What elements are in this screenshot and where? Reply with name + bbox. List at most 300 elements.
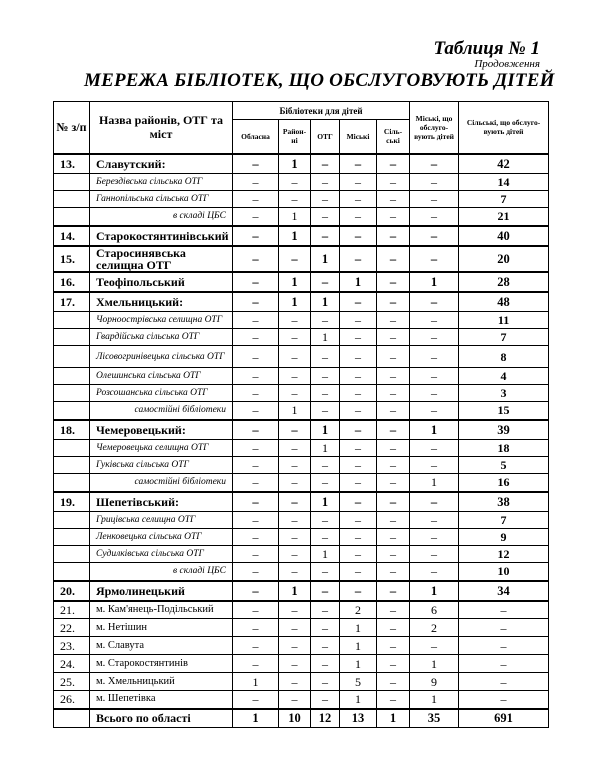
row-value: 2 [410, 619, 459, 637]
row-value: 9 [459, 529, 549, 546]
row-value: – [410, 226, 459, 246]
row-value: – [233, 154, 279, 174]
row-value: – [233, 208, 279, 226]
row-value: – [459, 655, 549, 673]
row-value: – [279, 546, 311, 563]
row-value: – [311, 601, 340, 619]
col-header-oblasni: Обласна [233, 120, 279, 154]
row-number [54, 546, 90, 563]
row-value: 12 [459, 546, 549, 563]
table-row [54, 474, 549, 492]
row-name: Розсошанська сільська ОТГ [90, 385, 233, 402]
table-row [54, 329, 549, 346]
row-value: 11 [459, 312, 549, 329]
col-header-silski: Сіль-ські [377, 120, 410, 154]
row-value: – [340, 191, 377, 208]
row-value: – [311, 272, 340, 292]
row-value: 48 [459, 292, 549, 312]
row-number: 25. [54, 673, 90, 691]
row-value: – [459, 637, 549, 655]
row-number: 23. [54, 637, 90, 655]
row-name: Судилківська сільська ОТГ [90, 546, 233, 563]
table-row [54, 457, 549, 474]
row-value: – [377, 226, 410, 246]
row-value: – [377, 691, 410, 709]
row-number: 22. [54, 619, 90, 637]
row-value: – [377, 246, 410, 272]
row-value: 1 [279, 226, 311, 246]
row-value: – [410, 546, 459, 563]
col-header-miski-serving: Міські, що обслуго-вують дітей [410, 102, 459, 154]
row-value: – [233, 272, 279, 292]
row-value: – [279, 346, 311, 368]
row-value: – [340, 581, 377, 601]
row-value: – [410, 292, 459, 312]
row-value: – [377, 673, 410, 691]
row-value: – [311, 402, 340, 420]
table-row [54, 563, 549, 581]
row-value: 14 [459, 174, 549, 191]
row-name: Чемеровецька селищна ОТГ [90, 440, 233, 457]
row-number [54, 312, 90, 329]
row-value: – [233, 246, 279, 272]
row-number [54, 457, 90, 474]
row-value: – [410, 154, 459, 174]
row-value: 8 [459, 346, 549, 368]
row-name: Старокостянтинівський [90, 226, 233, 246]
row-value: – [279, 174, 311, 191]
row-value: – [233, 346, 279, 368]
row-value: – [233, 174, 279, 191]
row-value: 18 [459, 440, 549, 457]
row-value: 40 [459, 226, 549, 246]
row-value: – [377, 312, 410, 329]
row-value: – [233, 691, 279, 709]
row-value: – [279, 637, 311, 655]
continuation-label: Продовження [474, 58, 540, 70]
row-value: – [410, 346, 459, 368]
row-value: – [340, 474, 377, 492]
row-name: Чемеровецький: [90, 420, 233, 440]
row-value: – [410, 457, 459, 474]
row-number: 21. [54, 601, 90, 619]
row-name: м. Хмельницький [90, 673, 233, 691]
row-value: – [279, 385, 311, 402]
row-value: – [311, 368, 340, 385]
row-value: – [377, 174, 410, 191]
col-header-silski-serving: Сільські, що обслуго-вують дітей [459, 102, 549, 154]
row-value: – [377, 619, 410, 637]
row-value: – [377, 154, 410, 174]
row-value: 28 [459, 272, 549, 292]
table-row [54, 637, 549, 655]
row-value: 1 [279, 154, 311, 174]
row-number [54, 563, 90, 581]
row-name: Гуківська сільська ОТГ [90, 457, 233, 474]
row-value: 4 [459, 368, 549, 385]
row-value: – [311, 637, 340, 655]
row-value: 3 [459, 385, 549, 402]
row-name: Лісовогринівецька сільська ОТГ [90, 346, 233, 368]
row-value: – [340, 402, 377, 420]
row-value: 1 [233, 673, 279, 691]
row-value: – [233, 474, 279, 492]
row-value: 21 [459, 208, 549, 226]
row-value: 35 [410, 709, 459, 728]
table-row [54, 154, 549, 174]
row-value: – [233, 492, 279, 512]
row-value: 1 [340, 272, 377, 292]
row-number [54, 709, 90, 728]
table-row [54, 385, 549, 402]
row-value: – [410, 329, 459, 346]
row-number [54, 440, 90, 457]
row-name: Хмельницький: [90, 292, 233, 312]
row-name: Ярмолинецький [90, 581, 233, 601]
row-value: – [340, 563, 377, 581]
row-value: 42 [459, 154, 549, 174]
row-value: – [340, 346, 377, 368]
row-value: – [279, 492, 311, 512]
table-row [54, 246, 549, 272]
row-value: – [233, 655, 279, 673]
row-number [54, 368, 90, 385]
row-value: 10 [459, 563, 549, 581]
row-value: – [279, 329, 311, 346]
row-value: – [377, 655, 410, 673]
row-value: – [311, 673, 340, 691]
row-number [54, 385, 90, 402]
row-value: – [377, 440, 410, 457]
row-value: – [311, 691, 340, 709]
row-value: – [377, 292, 410, 312]
row-name: в складі ЦБС [90, 563, 233, 581]
row-value: – [340, 208, 377, 226]
row-value: – [377, 637, 410, 655]
row-value: – [233, 368, 279, 385]
row-value: – [377, 492, 410, 512]
row-name: Шепетівський: [90, 492, 233, 512]
table-row [54, 601, 549, 619]
table-body [54, 154, 549, 728]
row-value: – [340, 154, 377, 174]
table-row [54, 191, 549, 208]
row-value: – [340, 420, 377, 440]
row-value: – [377, 191, 410, 208]
row-value: – [279, 691, 311, 709]
row-value: – [340, 529, 377, 546]
row-value: – [410, 368, 459, 385]
row-value: – [279, 312, 311, 329]
row-value: – [311, 226, 340, 246]
row-value: – [377, 402, 410, 420]
row-number: 17. [54, 292, 90, 312]
row-value: 6 [410, 601, 459, 619]
row-value: – [340, 440, 377, 457]
row-name: Старосинявська селищна ОТГ [90, 246, 233, 272]
row-value: 1 [410, 655, 459, 673]
row-value: – [410, 208, 459, 226]
row-value: – [377, 208, 410, 226]
row-value: – [233, 440, 279, 457]
row-value: 1 [279, 272, 311, 292]
row-value: 34 [459, 581, 549, 601]
row-value: 16 [459, 474, 549, 492]
row-value: – [459, 601, 549, 619]
table-row [54, 208, 549, 226]
row-number: 15. [54, 246, 90, 272]
row-value: – [377, 563, 410, 581]
row-value: 7 [459, 191, 549, 208]
row-value: – [377, 457, 410, 474]
row-value: – [311, 174, 340, 191]
table-row [54, 581, 549, 601]
row-value: – [233, 512, 279, 529]
row-value: – [377, 420, 410, 440]
row-value: – [279, 619, 311, 637]
row-value: 39 [459, 420, 549, 440]
row-number [54, 174, 90, 191]
row-value: – [377, 529, 410, 546]
row-name: Теофіпольський [90, 272, 233, 292]
row-name: м. Кам'янець-Подільський [90, 601, 233, 619]
table-number: Таблиця № 1 [433, 38, 540, 59]
row-value: 1 [410, 691, 459, 709]
row-number [54, 474, 90, 492]
row-value: – [340, 385, 377, 402]
row-value: – [233, 329, 279, 346]
row-name: Чорноострівська селищна ОТГ [90, 312, 233, 329]
row-value: – [233, 226, 279, 246]
row-value: – [410, 191, 459, 208]
row-name: Грицівська селищна ОТГ [90, 512, 233, 529]
row-value: – [377, 368, 410, 385]
row-number: 26. [54, 691, 90, 709]
row-value: 15 [459, 402, 549, 420]
row-number [54, 208, 90, 226]
row-number: 18. [54, 420, 90, 440]
table-row [54, 709, 549, 728]
row-name: Олешинська сільська ОТГ [90, 368, 233, 385]
table-row [54, 368, 549, 385]
row-value: – [279, 191, 311, 208]
row-value: – [340, 546, 377, 563]
row-value: – [340, 329, 377, 346]
row-value: 691 [459, 709, 549, 728]
row-value: 1 [233, 709, 279, 728]
row-value: – [340, 457, 377, 474]
row-value: – [410, 492, 459, 512]
row-value: – [279, 474, 311, 492]
row-value: – [410, 637, 459, 655]
row-value: – [279, 601, 311, 619]
row-value: 7 [459, 329, 549, 346]
row-value: – [340, 492, 377, 512]
row-value: – [410, 402, 459, 420]
table-row [54, 226, 549, 246]
row-value: – [410, 440, 459, 457]
row-value: – [279, 655, 311, 673]
row-value: – [233, 563, 279, 581]
row-name: самостійні бібліотеки [90, 474, 233, 492]
row-value: – [340, 174, 377, 191]
row-value: 13 [340, 709, 377, 728]
row-value: – [311, 655, 340, 673]
row-name: м. Нетішин [90, 619, 233, 637]
row-value: – [233, 619, 279, 637]
row-value: – [459, 673, 549, 691]
col-header-otg: ОТГ [311, 120, 340, 154]
row-value: – [377, 329, 410, 346]
row-number: 19. [54, 492, 90, 512]
row-number: 14. [54, 226, 90, 246]
row-name: м. Старокостянтинів [90, 655, 233, 673]
table-row [54, 655, 549, 673]
row-value: – [410, 385, 459, 402]
row-value: 1 [340, 637, 377, 655]
row-value: – [279, 440, 311, 457]
table-row [54, 546, 549, 563]
row-value: 1 [410, 420, 459, 440]
row-number [54, 529, 90, 546]
row-value: – [279, 420, 311, 440]
row-value: – [233, 402, 279, 420]
table-row [54, 292, 549, 312]
row-value: – [340, 312, 377, 329]
row-value: – [377, 546, 410, 563]
row-value: – [311, 563, 340, 581]
table-row [54, 673, 549, 691]
row-value: 1 [410, 474, 459, 492]
table-row [54, 619, 549, 637]
row-value: – [410, 312, 459, 329]
row-value: – [311, 208, 340, 226]
row-name: Гвардійська сільська ОТГ [90, 329, 233, 346]
row-number [54, 346, 90, 368]
table-row [54, 174, 549, 191]
row-value: 1 [279, 208, 311, 226]
row-value: – [377, 601, 410, 619]
row-value: 1 [340, 655, 377, 673]
row-value: 1 [410, 581, 459, 601]
row-value: 20 [459, 246, 549, 272]
row-name: м. Славута [90, 637, 233, 655]
col-header-group: Бібліотеки для дітей [233, 102, 410, 120]
row-value: 1 [311, 420, 340, 440]
table-row [54, 346, 549, 368]
row-value: – [410, 246, 459, 272]
row-value: – [377, 272, 410, 292]
row-value: – [279, 529, 311, 546]
row-value: 1 [279, 402, 311, 420]
row-value: – [279, 673, 311, 691]
row-value: – [459, 619, 549, 637]
row-value: 1 [340, 619, 377, 637]
row-value: – [340, 246, 377, 272]
row-name: в складі ЦБС [90, 208, 233, 226]
row-value: 1 [279, 581, 311, 601]
row-value: 10 [279, 709, 311, 728]
row-value: – [311, 457, 340, 474]
row-value: – [279, 246, 311, 272]
row-value: – [233, 420, 279, 440]
row-value: – [279, 457, 311, 474]
row-value: – [311, 154, 340, 174]
row-value: 38 [459, 492, 549, 512]
row-value: – [377, 512, 410, 529]
row-value: 1 [340, 691, 377, 709]
table-row [54, 420, 549, 440]
row-value: 1 [311, 246, 340, 272]
row-value: – [311, 385, 340, 402]
row-value: – [279, 368, 311, 385]
col-header-raionni: Район-ні [279, 120, 311, 154]
row-name: самостійні бібліотеки [90, 402, 233, 420]
row-value: – [233, 581, 279, 601]
row-value: 2 [340, 601, 377, 619]
row-value: – [377, 474, 410, 492]
row-value: 12 [311, 709, 340, 728]
table-row [54, 440, 549, 457]
row-name: Ганнопільська сільська ОТГ [90, 191, 233, 208]
row-value: – [279, 512, 311, 529]
row-value: – [233, 191, 279, 208]
row-name: Берездівська сільська ОТГ [90, 174, 233, 191]
row-value: 1 [311, 329, 340, 346]
row-value: – [340, 292, 377, 312]
row-value: 1 [311, 292, 340, 312]
row-number [54, 329, 90, 346]
row-value: – [340, 512, 377, 529]
row-number [54, 402, 90, 420]
row-value: – [233, 292, 279, 312]
row-number: 20. [54, 581, 90, 601]
row-value: – [410, 529, 459, 546]
col-header-miski: Міські [340, 120, 377, 154]
row-value: 1 [311, 546, 340, 563]
row-value: – [233, 637, 279, 655]
row-value: – [233, 546, 279, 563]
table-row [54, 512, 549, 529]
table-row [54, 529, 549, 546]
row-value: – [377, 385, 410, 402]
row-value: – [311, 512, 340, 529]
row-value: 1 [311, 440, 340, 457]
row-value: 5 [340, 673, 377, 691]
row-value: – [279, 563, 311, 581]
row-value: – [233, 457, 279, 474]
table-row [54, 402, 549, 420]
row-value: – [311, 474, 340, 492]
row-name: Славутский: [90, 154, 233, 174]
row-value: – [233, 312, 279, 329]
row-number [54, 512, 90, 529]
row-value: 1 [410, 272, 459, 292]
row-value: – [459, 691, 549, 709]
page-title: МЕРЕЖА БІБЛІОТЕК, ЩО ОБСЛУГОВУЮТЬ ДІТЕЙ [84, 70, 555, 91]
row-value: – [233, 601, 279, 619]
row-value: 1 [311, 492, 340, 512]
row-value: 1 [279, 292, 311, 312]
row-value: 9 [410, 673, 459, 691]
row-value: – [377, 346, 410, 368]
row-value: – [410, 174, 459, 191]
row-value: 5 [459, 457, 549, 474]
row-name: Ленковецька сільська ОТГ [90, 529, 233, 546]
table-row [54, 312, 549, 329]
row-name: м. Шепетівка [90, 691, 233, 709]
row-value: – [311, 191, 340, 208]
